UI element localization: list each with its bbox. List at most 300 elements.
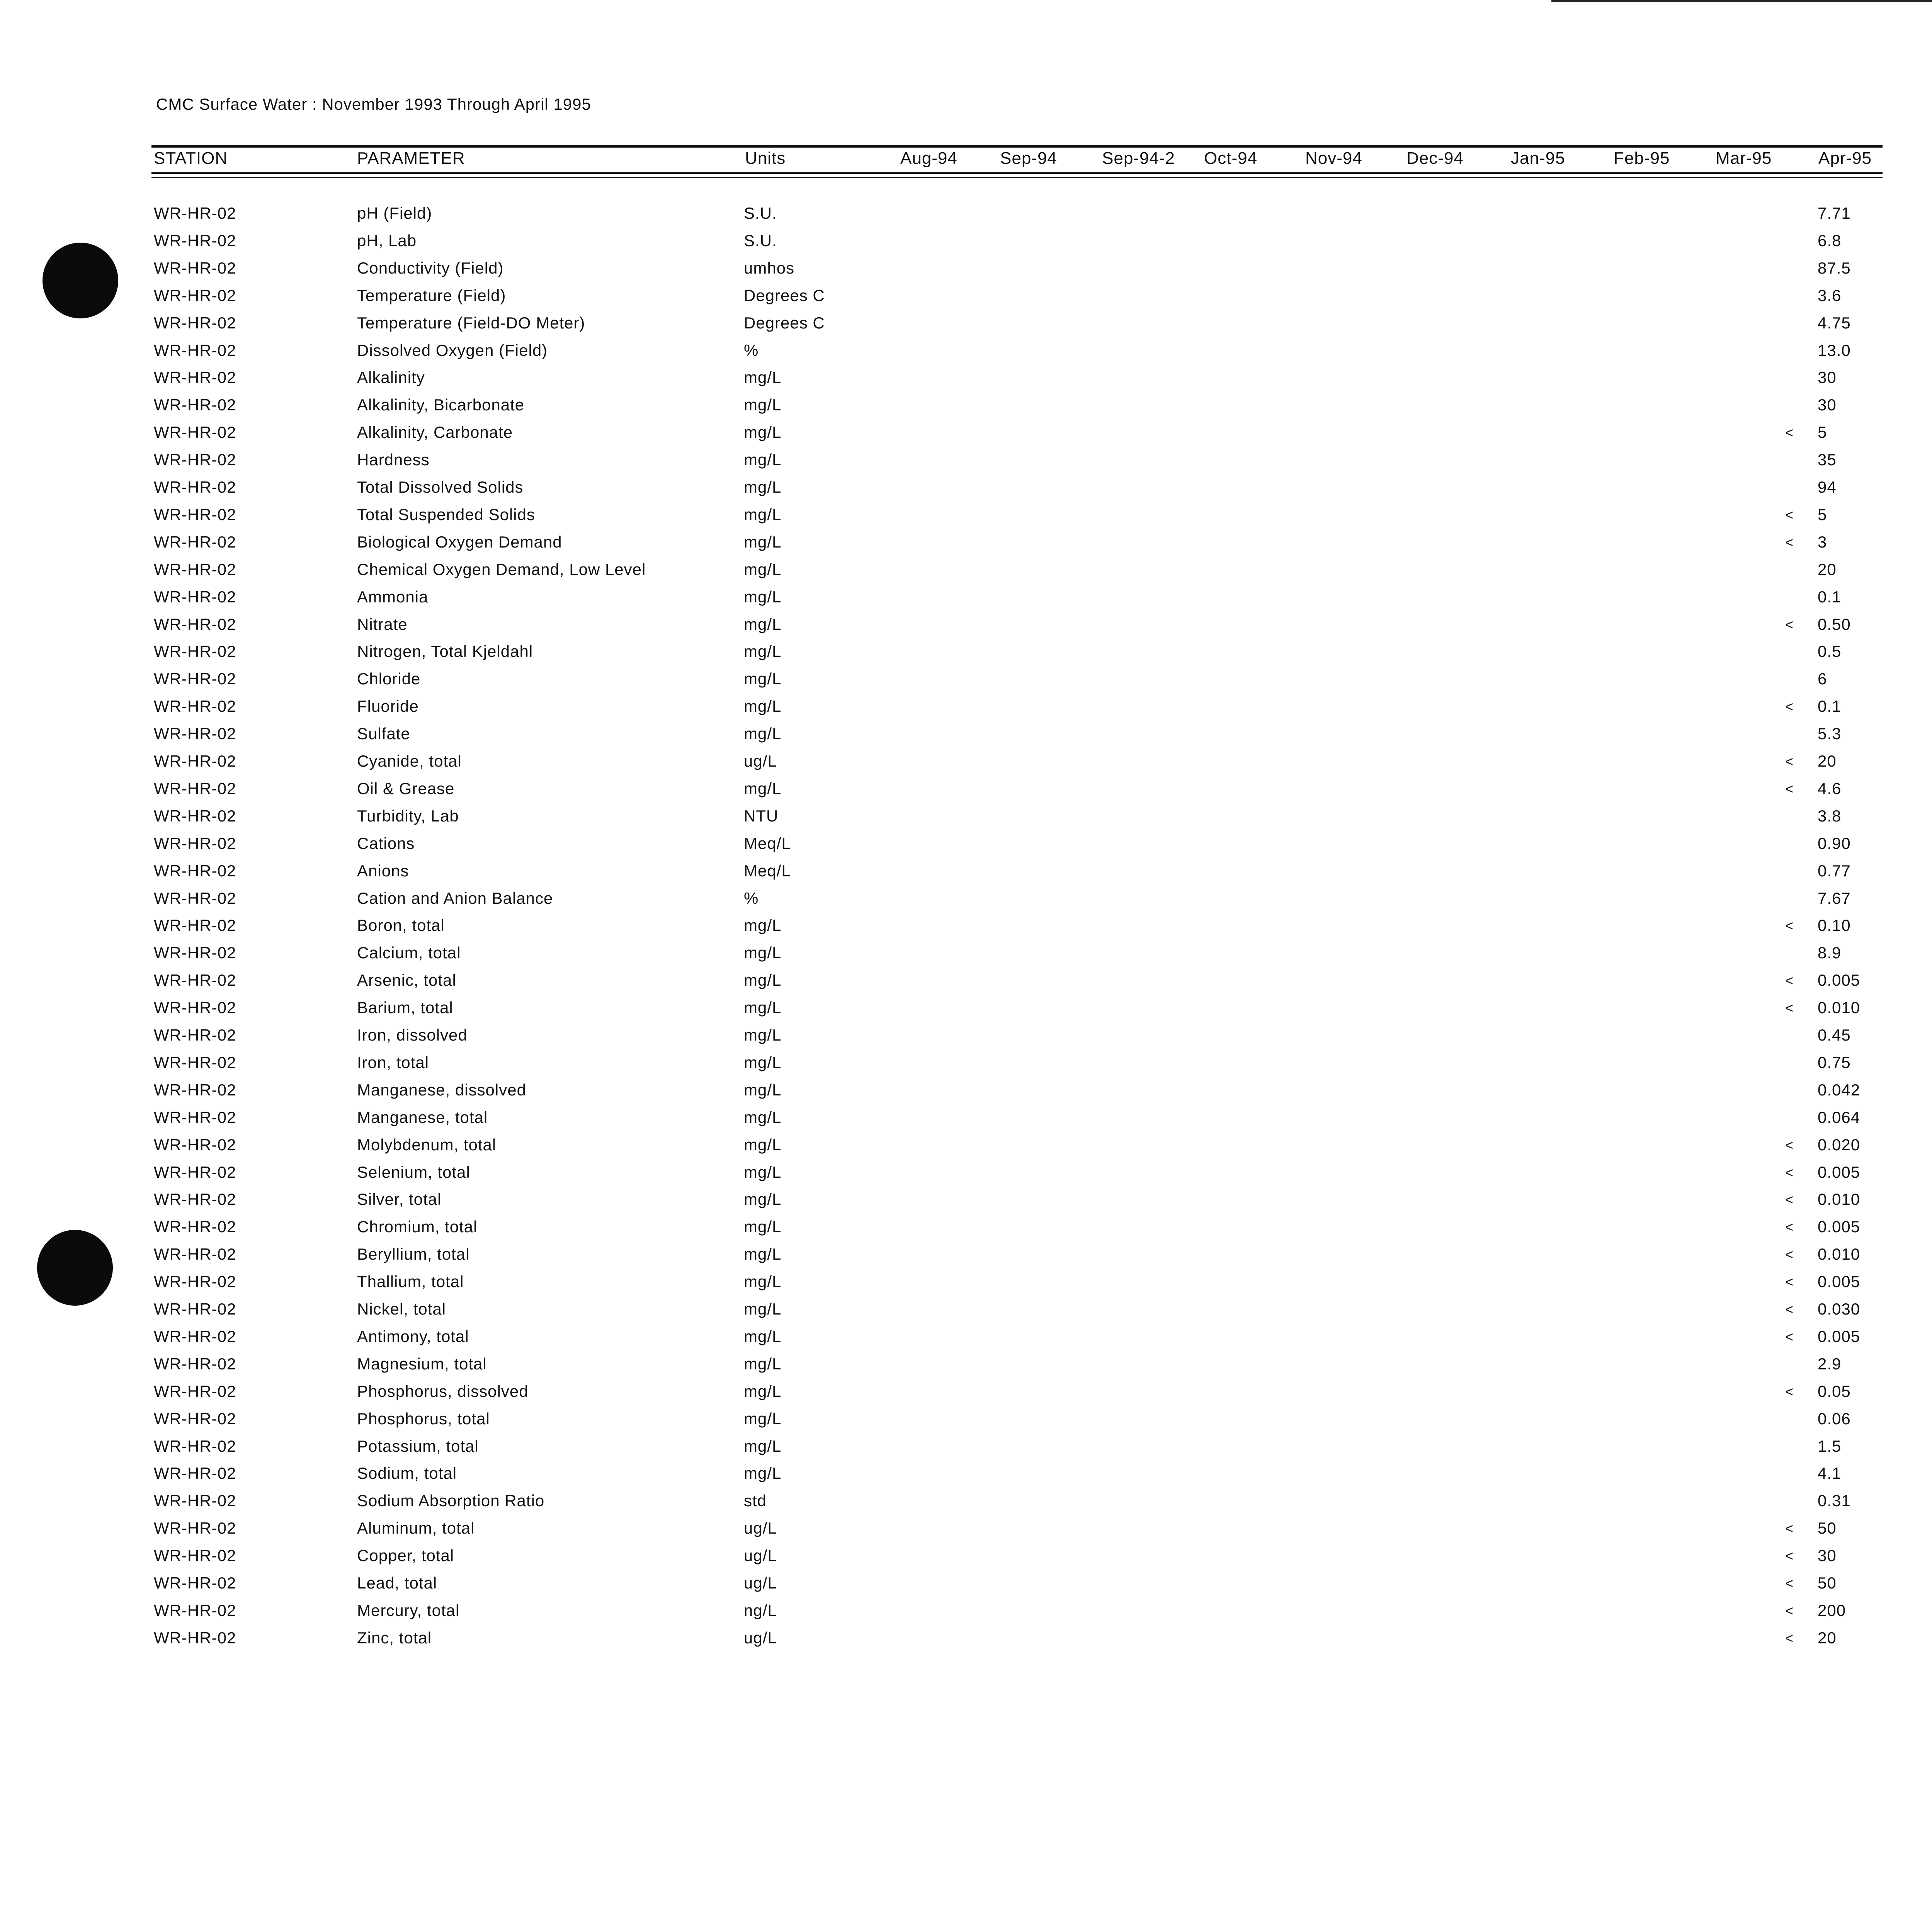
apr95-value-cell: 30 — [1818, 1546, 1837, 1565]
parameter-cell: Conductivity (Field) — [357, 259, 504, 277]
qualifier-cell: < — [1785, 781, 1794, 797]
qualifier-cell: < — [1785, 1384, 1794, 1400]
parameter-cell: Nickel, total — [357, 1300, 446, 1318]
apr95-value-cell: 7.67 — [1818, 889, 1851, 907]
apr95-value-cell: 6 — [1818, 670, 1827, 688]
station-cell: WR-HR-02 — [154, 1218, 236, 1236]
units-cell: ug/L — [744, 1574, 777, 1592]
apr95-value-cell: 0.50 — [1818, 615, 1851, 633]
table-row — [0, 1464, 1932, 1491]
station-cell: WR-HR-02 — [154, 807, 236, 825]
parameter-cell: Sodium, total — [357, 1464, 457, 1482]
station-cell: WR-HR-02 — [154, 1519, 236, 1537]
col-header-parameter: PARAMETER — [357, 149, 465, 168]
table-row — [0, 314, 1932, 341]
units-cell: mg/L — [744, 1053, 782, 1071]
station-cell: WR-HR-02 — [154, 971, 236, 989]
apr95-value-cell: 50 — [1818, 1519, 1837, 1537]
station-cell: WR-HR-02 — [154, 1355, 236, 1373]
table-row — [0, 1355, 1932, 1382]
table-row — [0, 533, 1932, 560]
table-row — [0, 1574, 1932, 1601]
parameter-cell: pH (Field) — [357, 204, 432, 222]
table-row — [0, 1601, 1932, 1628]
apr95-value-cell: 0.010 — [1818, 998, 1861, 1017]
station-cell: WR-HR-02 — [154, 314, 236, 332]
table-row — [0, 478, 1932, 505]
qualifier-cell: < — [1785, 1575, 1794, 1591]
table-row — [0, 998, 1932, 1026]
table-row — [0, 1629, 1932, 1656]
station-cell: WR-HR-02 — [154, 1081, 236, 1099]
qualifier-cell: < — [1785, 534, 1794, 550]
parameter-cell: Cyanide, total — [357, 752, 462, 770]
units-cell: mg/L — [744, 533, 782, 551]
table-row — [0, 752, 1932, 779]
units-cell: mg/L — [744, 1355, 782, 1373]
col-header-nov94: Nov-94 — [1305, 149, 1362, 168]
station-cell: WR-HR-02 — [154, 752, 236, 770]
station-cell: WR-HR-02 — [154, 286, 236, 304]
apr95-value-cell: 0.1 — [1818, 588, 1842, 606]
station-cell: WR-HR-02 — [154, 697, 236, 715]
table-row — [0, 971, 1932, 998]
parameter-cell: Cation and Anion Balance — [357, 889, 553, 907]
parameter-cell: Hardness — [357, 451, 430, 469]
units-cell: mg/L — [744, 670, 782, 688]
station-cell: WR-HR-02 — [154, 451, 236, 469]
apr95-value-cell: 94 — [1818, 478, 1837, 496]
apr95-value-cell: 0.005 — [1818, 971, 1861, 989]
qualifier-cell: < — [1785, 507, 1794, 523]
apr95-value-cell: 50 — [1818, 1574, 1837, 1592]
units-cell: mg/L — [744, 971, 782, 989]
station-cell: WR-HR-02 — [154, 1300, 236, 1318]
station-cell: WR-HR-02 — [154, 204, 236, 222]
units-cell: mg/L — [744, 1081, 782, 1099]
qualifier-cell: < — [1785, 973, 1794, 988]
units-cell: mg/L — [744, 1464, 782, 1482]
parameter-cell: Sulfate — [357, 724, 410, 743]
apr95-value-cell: 30 — [1818, 396, 1837, 414]
apr95-value-cell: 0.005 — [1818, 1163, 1861, 1181]
table-row — [0, 368, 1932, 395]
station-cell: WR-HR-02 — [154, 1163, 236, 1181]
col-header-sep94-2: Sep-94-2 — [1102, 149, 1175, 168]
parameter-cell: Fluoride — [357, 697, 419, 715]
units-cell: NTU — [744, 807, 779, 825]
table-row — [0, 1272, 1932, 1299]
apr95-value-cell: 5 — [1818, 505, 1827, 524]
table-row — [0, 1300, 1932, 1327]
units-cell: mg/L — [744, 1218, 782, 1236]
station-cell: WR-HR-02 — [154, 259, 236, 277]
apr95-value-cell: 0.020 — [1818, 1136, 1861, 1154]
table-row — [0, 1081, 1932, 1108]
parameter-cell: Barium, total — [357, 998, 453, 1017]
apr95-value-cell: 0.31 — [1818, 1492, 1851, 1510]
station-cell: WR-HR-02 — [154, 560, 236, 578]
units-cell: ug/L — [744, 1546, 777, 1565]
col-header-mar95: Mar-95 — [1716, 149, 1772, 168]
units-cell: mg/L — [744, 779, 782, 798]
parameter-cell: Iron, dissolved — [357, 1026, 468, 1044]
apr95-value-cell: 0.005 — [1818, 1218, 1861, 1236]
apr95-value-cell: 20 — [1818, 560, 1837, 578]
top-edge-line — [1551, 0, 1932, 2]
apr95-value-cell: 1.5 — [1818, 1437, 1842, 1455]
table-row — [0, 697, 1932, 724]
table-row — [0, 862, 1932, 889]
parameter-cell: Nitrogen, Total Kjeldahl — [357, 642, 533, 660]
qualifier-cell: < — [1785, 617, 1794, 633]
apr95-value-cell: 4.1 — [1818, 1464, 1842, 1482]
station-cell: WR-HR-02 — [154, 1601, 236, 1619]
qualifier-cell: < — [1785, 1137, 1794, 1153]
station-cell: WR-HR-02 — [154, 834, 236, 852]
table-row — [0, 1136, 1932, 1163]
parameter-cell: Biological Oxygen Demand — [357, 533, 562, 551]
station-cell: WR-HR-02 — [154, 1382, 236, 1400]
table-row — [0, 779, 1932, 806]
parameter-cell: Alkalinity, Bicarbonate — [357, 396, 525, 414]
apr95-value-cell: 0.064 — [1818, 1108, 1861, 1126]
units-cell: S.U. — [744, 231, 777, 250]
station-cell: WR-HR-02 — [154, 916, 236, 934]
station-cell: WR-HR-02 — [154, 588, 236, 606]
station-cell: WR-HR-02 — [154, 862, 236, 880]
apr95-value-cell: 3.8 — [1818, 807, 1842, 825]
units-cell: mg/L — [744, 451, 782, 469]
units-cell: % — [744, 341, 759, 359]
qualifier-cell: < — [1785, 1329, 1794, 1345]
parameter-cell: Lead, total — [357, 1574, 437, 1592]
parameter-cell: Potassium, total — [357, 1437, 479, 1455]
parameter-cell: Cations — [357, 834, 415, 852]
apr95-value-cell: 0.10 — [1818, 916, 1851, 934]
apr95-value-cell: 5.3 — [1818, 724, 1842, 743]
station-cell: WR-HR-02 — [154, 779, 236, 798]
station-cell: WR-HR-02 — [154, 533, 236, 551]
station-cell: WR-HR-02 — [154, 1629, 236, 1647]
parameter-cell: Phosphorus, total — [357, 1410, 490, 1428]
qualifier-cell: < — [1785, 1520, 1794, 1536]
qualifier-cell: < — [1785, 1274, 1794, 1290]
table-row — [0, 807, 1932, 834]
parameter-cell: Silver, total — [357, 1190, 442, 1208]
table-row — [0, 505, 1932, 532]
apr95-value-cell: 20 — [1818, 752, 1837, 770]
parameter-cell: Alkalinity — [357, 368, 425, 386]
parameter-cell: Thallium, total — [357, 1272, 464, 1291]
apr95-value-cell: 0.010 — [1818, 1245, 1861, 1263]
units-cell: S.U. — [744, 204, 777, 222]
table-row — [0, 1245, 1932, 1272]
parameter-cell: Nitrate — [357, 615, 408, 633]
table-row — [0, 1190, 1932, 1217]
station-cell: WR-HR-02 — [154, 615, 236, 633]
station-cell: WR-HR-02 — [154, 998, 236, 1017]
col-header-feb95: Feb-95 — [1614, 149, 1670, 168]
table-row — [0, 1546, 1932, 1573]
qualifier-cell: < — [1785, 1165, 1794, 1180]
units-cell: mg/L — [744, 560, 782, 578]
apr95-value-cell: 7.71 — [1818, 204, 1851, 222]
station-cell: WR-HR-02 — [154, 724, 236, 743]
station-cell: WR-HR-02 — [154, 1190, 236, 1208]
parameter-cell: Phosphorus, dissolved — [357, 1382, 529, 1400]
units-cell: mg/L — [744, 1190, 782, 1208]
station-cell: WR-HR-02 — [154, 1108, 236, 1126]
table-row — [0, 615, 1932, 642]
apr95-value-cell: 35 — [1818, 451, 1837, 469]
station-cell: WR-HR-02 — [154, 1464, 236, 1482]
qualifier-cell: < — [1785, 425, 1794, 440]
table-row — [0, 834, 1932, 861]
station-cell: WR-HR-02 — [154, 670, 236, 688]
station-cell: WR-HR-02 — [154, 423, 236, 441]
col-header-units: Units — [745, 149, 786, 168]
apr95-value-cell: 6.8 — [1818, 231, 1842, 250]
header-bottom-rule-2 — [151, 177, 1883, 178]
apr95-value-cell: 0.06 — [1818, 1410, 1851, 1428]
units-cell: mg/L — [744, 944, 782, 962]
units-cell: ug/L — [744, 1519, 777, 1537]
station-cell: WR-HR-02 — [154, 1546, 236, 1565]
apr95-value-cell: 0.010 — [1818, 1190, 1861, 1208]
table-row — [0, 423, 1932, 450]
units-cell: mg/L — [744, 916, 782, 934]
parameter-cell: Boron, total — [357, 916, 445, 934]
qualifier-cell: < — [1785, 918, 1794, 934]
table-row — [0, 724, 1932, 752]
parameter-cell: Mercury, total — [357, 1601, 460, 1619]
units-cell: mg/L — [744, 1272, 782, 1291]
apr95-value-cell: 20 — [1818, 1629, 1837, 1647]
qualifier-cell: < — [1785, 699, 1794, 714]
table-row — [0, 451, 1932, 478]
parameter-cell: Chromium, total — [357, 1218, 478, 1236]
units-cell: mg/L — [744, 1437, 782, 1455]
apr95-value-cell: 0.005 — [1818, 1327, 1861, 1345]
header-bottom-rule-1 — [151, 172, 1883, 174]
apr95-value-cell: 0.45 — [1818, 1026, 1851, 1044]
table-row — [0, 1218, 1932, 1245]
station-cell: WR-HR-02 — [154, 944, 236, 962]
qualifier-cell: < — [1785, 1548, 1794, 1564]
units-cell: % — [744, 889, 759, 907]
units-cell: mg/L — [744, 1245, 782, 1263]
apr95-value-cell: 0.75 — [1818, 1053, 1851, 1071]
table-row — [0, 1108, 1932, 1135]
qualifier-cell: < — [1785, 1603, 1794, 1619]
units-cell: Meq/L — [744, 862, 791, 880]
apr95-value-cell: 0.90 — [1818, 834, 1851, 852]
table-row — [0, 204, 1932, 231]
parameter-cell: Chemical Oxygen Demand, Low Level — [357, 560, 646, 578]
table-row — [0, 944, 1932, 971]
table-row — [0, 916, 1932, 943]
parameter-cell: Chloride — [357, 670, 421, 688]
station-cell: WR-HR-02 — [154, 1053, 236, 1071]
parameter-cell: Sodium Absorption Ratio — [357, 1492, 545, 1510]
units-cell: std — [744, 1492, 767, 1510]
station-cell: WR-HR-02 — [154, 889, 236, 907]
table-row — [0, 642, 1932, 669]
parameter-cell: Total Dissolved Solids — [357, 478, 524, 496]
station-cell: WR-HR-02 — [154, 1272, 236, 1291]
parameter-cell: Manganese, total — [357, 1108, 488, 1126]
parameter-cell: Oil & Grease — [357, 779, 455, 798]
units-cell: mg/L — [744, 1136, 782, 1154]
units-cell: mg/L — [744, 1410, 782, 1428]
units-cell: umhos — [744, 259, 795, 277]
station-cell: WR-HR-02 — [154, 1574, 236, 1592]
apr95-value-cell: 0.05 — [1818, 1382, 1851, 1400]
parameter-cell: Aluminum, total — [357, 1519, 475, 1537]
station-cell: WR-HR-02 — [154, 1026, 236, 1044]
table-row — [0, 286, 1932, 313]
parameter-cell: Temperature (Field-DO Meter) — [357, 314, 585, 332]
apr95-value-cell: 3.6 — [1818, 286, 1842, 304]
parameter-cell: Beryllium, total — [357, 1245, 470, 1263]
parameter-cell: Selenium, total — [357, 1163, 470, 1181]
apr95-value-cell: 0.005 — [1818, 1272, 1861, 1291]
col-header-aug94: Aug-94 — [900, 149, 957, 168]
units-cell: ng/L — [744, 1601, 777, 1619]
table-row — [0, 231, 1932, 259]
table-row — [0, 341, 1932, 368]
table-row — [0, 1437, 1932, 1464]
apr95-value-cell: 30 — [1818, 368, 1837, 386]
col-header-oct94: Oct-94 — [1204, 149, 1258, 168]
apr95-value-cell: 2.9 — [1818, 1355, 1842, 1373]
station-cell: WR-HR-02 — [154, 1245, 236, 1263]
parameter-cell: pH, Lab — [357, 231, 417, 250]
apr95-value-cell: 3 — [1818, 533, 1827, 551]
station-cell: WR-HR-02 — [154, 396, 236, 414]
parameter-cell: Zinc, total — [357, 1629, 432, 1647]
parameter-cell: Antimony, total — [357, 1327, 469, 1345]
col-header-station: STATION — [154, 149, 228, 168]
table-row — [0, 396, 1932, 423]
station-cell: WR-HR-02 — [154, 1136, 236, 1154]
apr95-value-cell: 8.9 — [1818, 944, 1842, 962]
parameter-cell: Magnesium, total — [357, 1355, 487, 1373]
col-header-sep94: Sep-94 — [1000, 149, 1057, 168]
header-top-rule — [151, 145, 1883, 148]
units-cell: mg/L — [744, 1026, 782, 1044]
table-row — [0, 1053, 1932, 1080]
qualifier-cell: < — [1785, 1301, 1794, 1317]
qualifier-cell: < — [1785, 1192, 1794, 1208]
apr95-value-cell: 0.5 — [1818, 642, 1842, 660]
units-cell: mg/L — [744, 1382, 782, 1400]
parameter-cell: Temperature (Field) — [357, 286, 506, 304]
units-cell: mg/L — [744, 1163, 782, 1181]
units-cell: ug/L — [744, 1629, 777, 1647]
parameter-cell: Copper, total — [357, 1546, 454, 1565]
table-row — [0, 259, 1932, 286]
apr95-value-cell: 0.030 — [1818, 1300, 1861, 1318]
apr95-value-cell: 13.0 — [1818, 341, 1851, 359]
units-cell: mg/L — [744, 1327, 782, 1345]
parameter-cell: Total Suspended Solids — [357, 505, 535, 524]
table-row — [0, 1519, 1932, 1546]
units-cell: mg/L — [744, 478, 782, 496]
units-cell: mg/L — [744, 724, 782, 743]
document-title: CMC Surface Water : November 1993 Through April 1995 — [156, 95, 591, 113]
parameter-cell: Anions — [357, 862, 409, 880]
table-row — [0, 670, 1932, 697]
station-cell: WR-HR-02 — [154, 1492, 236, 1510]
units-cell: mg/L — [744, 1300, 782, 1318]
apr95-value-cell: 0.1 — [1818, 697, 1842, 715]
station-cell: WR-HR-02 — [154, 1327, 236, 1345]
apr95-value-cell: 4.75 — [1818, 314, 1851, 332]
apr95-value-cell: 0.042 — [1818, 1081, 1861, 1099]
parameter-cell: Calcium, total — [357, 944, 461, 962]
station-cell: WR-HR-02 — [154, 642, 236, 660]
units-cell: Degrees C — [744, 286, 825, 304]
units-cell: Meq/L — [744, 834, 791, 852]
parameter-cell: Molybdenum, total — [357, 1136, 497, 1154]
table-row — [0, 560, 1932, 587]
parameter-cell: Ammonia — [357, 588, 429, 606]
apr95-value-cell: 87.5 — [1818, 259, 1851, 277]
apr95-value-cell: 4.6 — [1818, 779, 1842, 798]
table-row — [0, 588, 1932, 615]
station-cell: WR-HR-02 — [154, 505, 236, 524]
units-cell: mg/L — [744, 588, 782, 606]
units-cell: mg/L — [744, 1108, 782, 1126]
col-header-jan95: Jan-95 — [1511, 149, 1565, 168]
table-row — [0, 1327, 1932, 1354]
units-cell: mg/L — [744, 423, 782, 441]
table-row — [0, 1382, 1932, 1409]
units-cell: mg/L — [744, 505, 782, 524]
table-row — [0, 1163, 1932, 1190]
parameter-cell: Arsenic, total — [357, 971, 456, 989]
qualifier-cell: < — [1785, 1219, 1794, 1235]
col-header-apr95: Apr-95 — [1818, 149, 1872, 168]
units-cell: mg/L — [744, 697, 782, 715]
parameter-cell: Manganese, dissolved — [357, 1081, 526, 1099]
parameter-cell: Dissolved Oxygen (Field) — [357, 341, 548, 359]
units-cell: mg/L — [744, 615, 782, 633]
station-cell: WR-HR-02 — [154, 368, 236, 386]
table-row — [0, 1492, 1932, 1519]
apr95-value-cell: 5 — [1818, 423, 1827, 441]
station-cell: WR-HR-02 — [154, 341, 236, 359]
table-row — [0, 1410, 1932, 1437]
qualifier-cell: < — [1785, 1000, 1794, 1016]
qualifier-cell: < — [1785, 1247, 1794, 1262]
station-cell: WR-HR-02 — [154, 1437, 236, 1455]
units-cell: mg/L — [744, 642, 782, 660]
apr95-value-cell: 200 — [1818, 1601, 1846, 1619]
station-cell: WR-HR-02 — [154, 1410, 236, 1428]
qualifier-cell: < — [1785, 1630, 1794, 1646]
parameter-cell: Iron, total — [357, 1053, 429, 1071]
units-cell: mg/L — [744, 368, 782, 386]
station-cell: WR-HR-02 — [154, 478, 236, 496]
units-cell: mg/L — [744, 998, 782, 1017]
units-cell: mg/L — [744, 396, 782, 414]
table-row — [0, 1026, 1932, 1053]
parameter-cell: Alkalinity, Carbonate — [357, 423, 513, 441]
qualifier-cell: < — [1785, 753, 1794, 769]
